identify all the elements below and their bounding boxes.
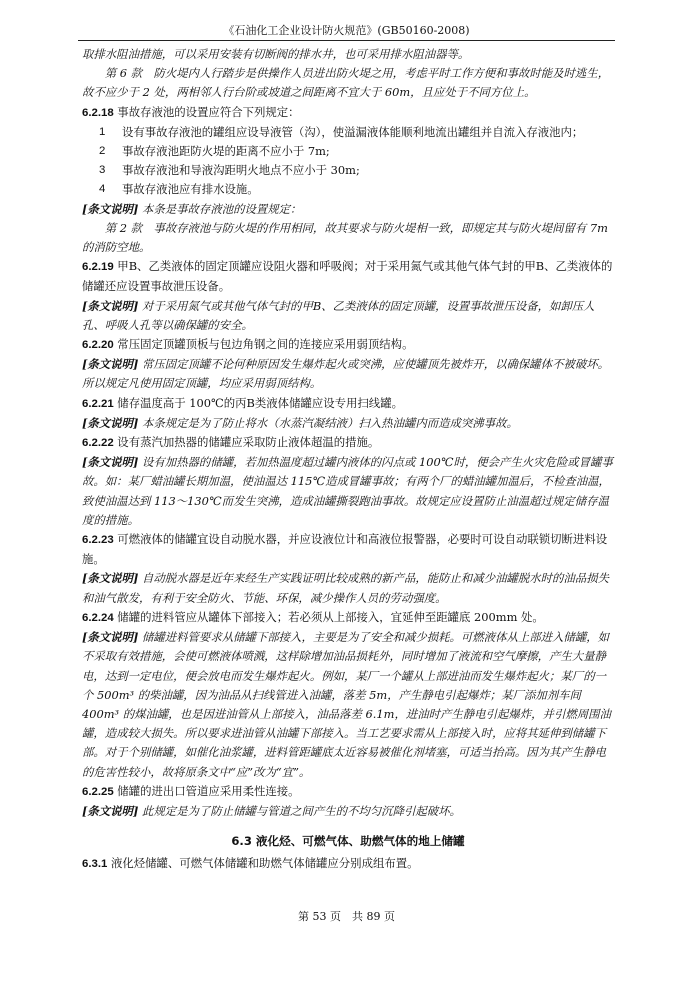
explanation-note: [82, 802, 614, 821]
explanation-text: 常压固定顶罐不论何种原因发生爆炸起火或突沸，应使罐顶先被炸开，以确保罐体不被破坏。所以规定凡使用固定顶罐，均应采用弱顶结构。: [82, 357, 609, 391]
page-footer: 第 53 页 共 89 页: [298, 910, 395, 923]
explanation-continuation: [82, 219, 614, 257]
clause-number: 6.2.22: [82, 437, 114, 450]
explanation-tag: [条文说明]: [82, 455, 139, 470]
explanation-tag: [条文说明]: [82, 571, 139, 586]
list-item-number: 3: [99, 164, 106, 177]
clause-paragraph: [82, 394, 614, 414]
document-body: [82, 45, 614, 875]
clause-paragraph: [82, 335, 614, 355]
clause-text: 储罐的进出口管道应采用柔性连接。: [117, 783, 300, 798]
explanation-text: 本条规定是为了防止将水（水蒸汽凝结液）扫入热油罐内而造成突沸事故。: [141, 415, 518, 430]
list-item-number: 2: [99, 145, 106, 158]
section-heading: 6.3 液化烃、可燃气体、助燃气体的地上储罐: [231, 834, 465, 849]
explanation-text: 此规定是为了防止储罐与管道之间产生的不均匀沉降引起破坏。: [141, 803, 461, 818]
clause-number: 6.3.1: [82, 858, 108, 871]
clause-paragraph: [82, 103, 614, 123]
clause-text: 事故存液池的设置应符合下列规定：: [117, 104, 300, 119]
clause-number: 6.2.21: [82, 397, 114, 410]
explanation-note: [82, 297, 614, 335]
clause-text: 甲B、乙类液体的固定顶罐应设阻火器和呼吸阀；对于采用氮气或其他气体气封的甲B、乙类液体的储罐还应设置事故泄压设备。: [82, 259, 613, 294]
clause-number: 6.2.23: [82, 534, 114, 547]
clause-paragraph: [82, 608, 614, 628]
list-item-text: 事故存液池和导液沟距明火地点不应小于 30m;: [122, 163, 360, 178]
explanation-text: 本条是事故存液池的设置规定：: [141, 201, 302, 216]
explanation-tag: [条文说明]: [82, 298, 139, 313]
explanation-note: [82, 355, 614, 393]
list-item-text: 设有事故存液池的罐组应设导液管（沟），使溢漏液体能顺利地流出罐组并自流入存液池内；: [122, 124, 584, 139]
clause-text: 设有蒸汽加热器的储罐应采取防止液体超温的措施。: [117, 435, 380, 450]
clause-paragraph: [82, 782, 614, 802]
list-item-number: 1: [99, 125, 106, 138]
explanation-note: [82, 628, 614, 782]
header-rule: [78, 40, 615, 41]
clause-number: 6.2.19: [82, 261, 114, 274]
clause-paragraph: [82, 854, 614, 874]
clause-number: 6.2.25: [82, 785, 114, 798]
list-item: [82, 161, 614, 180]
explanation-tag: [条文说明]: [82, 201, 139, 216]
explanation-tag: [条文说明]: [82, 357, 139, 372]
explanation-text: 设有加热器的储罐，若加热温度超过罐内液体的闪点或 100℃时，便会产生火灾危险或冒罐事故。如：某厂蜡油罐长期加温，使油温达 115℃造成冒罐事故；有两个厂的蜡油罐加温后，不检查油温，致使油温达到 113～130℃而发生突沸，造成油罐撕裂跑油事故。故规定应设置防止油温超过规定储存温度的措施。: [82, 455, 613, 527]
clause-paragraph: [82, 257, 614, 296]
explanation-continuation: [82, 45, 614, 64]
clause-number: 6.2.24: [82, 611, 114, 624]
clause-text: 可燃液体的储罐宜设自动脱水器，并应设液位计和高液位报警器，必要时可设自动联锁切断进料设施。: [82, 532, 608, 567]
explanation-continuation: [82, 64, 614, 102]
clause-number: 6.2.20: [82, 339, 114, 352]
list-item: [82, 142, 614, 161]
explanation-text: 对于采用氮气或其他气体气封的甲B、乙类液体的固定顶罐，设置事故泄压设备，如卸压人孔、呼吸人孔等以确保罐的安全。: [82, 298, 595, 332]
explanation-note: [82, 569, 614, 607]
list-item: [82, 123, 614, 142]
explanation-text: 储罐进料管要求从储罐下部接入，主要是为了安全和减少损耗。可燃液体从上部进入储罐，如不采取有效措施，会使可燃液体喷溅，这样除增加油品损耗外，同时增加了液流和空气摩擦，产生大量静电，达到一定电位，便会放电而发生爆炸起火。例如，某厂一个罐从上部进油而发生爆炸起火；某厂的一个 500m³ 的柴油罐，因为油品从扫线管进入油罐，落差 5m，产生静电引起爆炸；某厂添加剂车间 400m³ 的煤油罐，也是因进油管从上部接入，油品落差 6.1m，进油时产生静电引起爆炸，并引燃周围油罐，造成较大损失。所以要求进油管从油罐下部接入。当工艺要求需从上部接入时，应将其延伸到储罐下部。对于个别储罐，如催化油浆罐，进料管距罐底太近容易被催化剂堵塞，可适当抬高。因为其产生静电的危害性较小，故将原条文中“应”改为“宜”。: [82, 630, 611, 779]
explanation-note: [82, 453, 614, 530]
list-item-text: 事故存液池距防火堤的距离不应小于 7m;: [122, 144, 330, 159]
clause-text: 储存温度高于 100℃的丙B类液体储罐应设专用扫线罐。: [117, 395, 403, 410]
explanation-text: 自动脱水器是近年来经生产实践证明比较成熟的新产品，能防止和减少油罐脱水时的油品损失和油气散发，有利于安全防火、节能、环保，减少操作人员的劳动强度。: [82, 571, 609, 605]
list-item-number: 4: [99, 183, 106, 196]
explanation-tag: [条文说明]: [82, 630, 139, 645]
explanation-text: 取排水阻油措施，可以采用安装有切断阀的排水井，也可采用排水阻油器等。: [82, 47, 470, 61]
explanation-text: 第 6 款 防火堤内人行踏步是供操作人员进出防火堤之用，考虑平时工作方便和事故时能及时逃生，故不应少于 2 处，两相邻人行台阶或坡道之间距离不宜大于 60m，且应处于不同方位上。: [82, 66, 610, 100]
clause-paragraph: [82, 433, 614, 453]
explanation-tag: [条文说明]: [82, 415, 139, 430]
list-item-text: 事故存液池应有排水设施。: [122, 182, 259, 197]
clause-text: 常压固定顶罐顶板与包边角钢之间的连接应采用弱顶结构。: [117, 337, 414, 352]
clause-text: 储罐的进料管应从罐体下部接入；若必须从上部接入，宜延伸至距罐底 200mm 处。: [117, 609, 544, 624]
clause-paragraph: [82, 530, 614, 569]
explanation-text: 第 2 款 事故存液池与防火堤的作用相同，故其要求与防火堤相一致，即规定其与防火堤间留有 7m 的消防空地。: [82, 220, 608, 255]
clause-number: 6.2.18: [82, 106, 114, 119]
explanation-note: [82, 414, 614, 433]
list-item: [82, 180, 614, 199]
page-header: 《石油化工企业设计防火规范》(GB50160-2008): [223, 24, 470, 37]
explanation-tag: [条文说明]: [82, 803, 139, 818]
explanation-note: [82, 200, 614, 219]
clause-text: 液化烃储罐、可燃气体储罐和助燃气体储罐应分别成组布置。: [110, 856, 419, 871]
